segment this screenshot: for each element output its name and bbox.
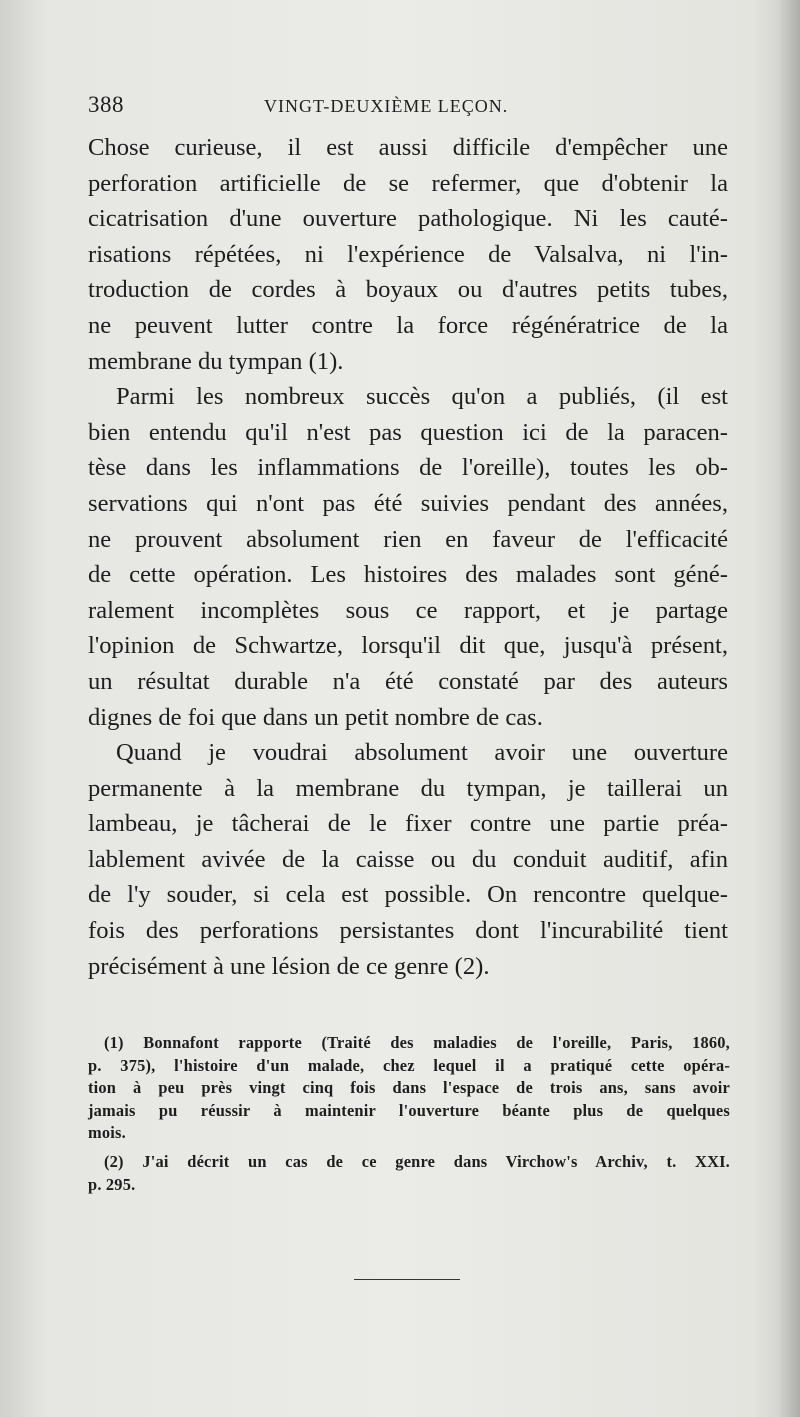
footnote-line: p. 295.: [88, 1174, 136, 1194]
text-line: précisément à une lésion de ce genre (2).: [88, 952, 490, 980]
text-line: dignes de foi que dans un petit nombre de cas.: [88, 703, 543, 731]
text-line: ne peuvent lutter contre la force régénératrice de la: [88, 311, 728, 339]
footnote-line: p. 375), l'histoire d'un malade, chez lequel il a pratiqué cette opéra-: [88, 1055, 730, 1075]
running-head: VINGT-DEUXIÈME LEÇON.: [264, 96, 509, 116]
text-line: Parmi les nombreux succès qu'on a publiés, (il est: [116, 383, 728, 411]
text-line: tèse dans les inflammations de l'oreille), toutes les ob-: [88, 454, 728, 482]
text-line: de cette opération. Les histoires des malades sont géné-: [88, 561, 728, 589]
text-line: membrane du tympan (1).: [88, 347, 344, 375]
text-line: lambeau, je tâcherai de le fixer contre une partie préa-: [88, 810, 728, 838]
footnote-line: [88, 1032, 730, 1055]
footnote-2: [88, 1151, 730, 1196]
text-line: un résultat durable n'a été constaté par des auteurs: [88, 667, 728, 695]
main-text: [88, 130, 728, 984]
footnote-text: Bonnafont rapporte (Traité des maladies de l'oreille, Paris, 1860,: [143, 1033, 730, 1052]
text-line: bien entendu qu'il n'est pas question ici de la paracen-: [88, 418, 728, 446]
end-rule: [354, 1279, 460, 1280]
text-line: ralement incomplètes sous ce rapport, et je partage: [88, 596, 728, 624]
page-edge-shadow: [778, 0, 800, 1417]
footnote-line: jamais pu réussir à maintenir l'ouverture béante plus de quelques: [88, 1100, 730, 1120]
text-line: lablement avivée de la caisse ou du conduit auditif, afin: [88, 845, 728, 873]
footnote-line: mois.: [88, 1123, 126, 1143]
page-header: [88, 92, 728, 128]
text-line: fois des perforations persistantes dont l'incurabilité tient: [88, 917, 728, 945]
text-line: Quand je voudrai absolument avoir une ouverture: [116, 739, 728, 767]
page-number: 388: [88, 92, 124, 117]
footnote-line: tion à peu près vingt cinq fois dans l'espace de trois ans, sans avoir: [88, 1078, 730, 1098]
footnote-marker: (1): [104, 1033, 124, 1052]
footnote-1: [88, 1032, 730, 1145]
footnote-marker: (2): [104, 1151, 124, 1171]
text-line: perforation artificielle de se refermer, que d'obtenir la: [88, 169, 728, 197]
text-line: troduction de cordes à boyaux ou d'autres petits tubes,: [88, 276, 728, 304]
text-line: l'opinion de Schwartze, lorsqu'il dit que, jusqu'à présent,: [88, 632, 728, 660]
text-line: risations répétées, ni l'expérience de Valsalva, ni l'in-: [88, 240, 728, 268]
text-line: de l'y souder, si cela est possible. On rencontre quelque-: [88, 881, 728, 909]
footnotes: [88, 1032, 730, 1202]
footnote-text: J'ai décrit un cas de ce genre dans Virchow's Archiv, t. XXI.: [142, 1151, 730, 1171]
text-line: ne prouvent absolument rien en faveur de l'efficacité: [88, 525, 728, 553]
text-line: servations qui n'ont pas été suivies pendant des années,: [88, 489, 728, 517]
text-line: cicatrisation d'une ouverture pathologique. Ni les cauté-: [88, 205, 728, 233]
text-line: permanente à la membrane du tympan, je taillerai un: [88, 774, 728, 802]
footnote-line: [88, 1151, 730, 1174]
text-line: Chose curieuse, il est aussi difficile d'empêcher une: [88, 134, 728, 161]
